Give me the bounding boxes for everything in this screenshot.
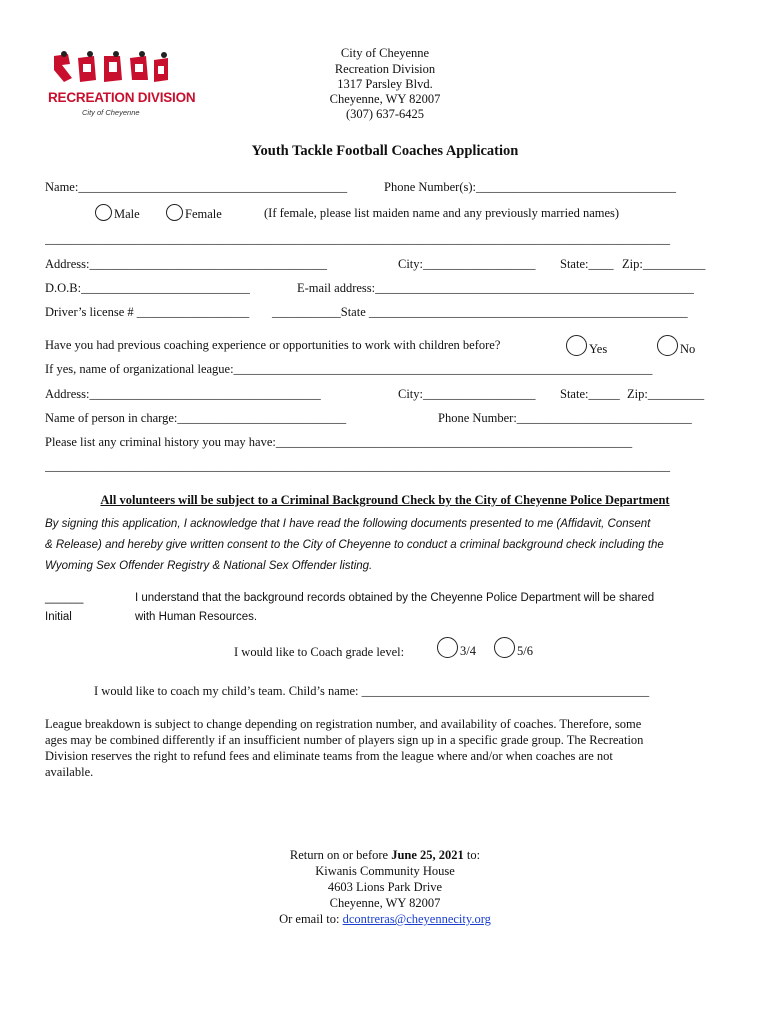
initial-label: Initial: [45, 611, 72, 623]
city-field[interactable]: City:__________________: [398, 257, 536, 271]
consent-line-1: By signing this application, I acknowledge that I have read the following documents presented to me (Affidavit, Consent: [45, 518, 651, 530]
initial-text-1: I understand that the background records obtained by the Cheyenne Police Department will be shared: [135, 592, 655, 604]
league-breakdown-line-4: available.: [45, 765, 94, 779]
female-radio[interactable]: [166, 204, 183, 221]
logo-title: RECREATION DIVISION: [48, 90, 196, 105]
return-prefix: Return on or before: [289, 848, 392, 862]
name-field[interactable]: Name:___________________________________________: [45, 180, 348, 194]
return-city: Cheyenne, WY 82007: [329, 896, 441, 910]
return-email-line: [0, 912, 770, 927]
return-deadline: [0, 848, 770, 863]
grade-3-4-label: 3/4: [460, 644, 476, 658]
grade-option-5-6[interactable]: [494, 637, 533, 659]
consent-line-2: & Release) and hereby give written consent to the City of Cheyenne to conduct a criminal background check including the: [45, 539, 664, 551]
male-option[interactable]: [95, 204, 140, 222]
license-state-field[interactable]: ___________State ___________________________________________________: [272, 305, 688, 319]
grade-level-label: I would like to Coach grade level:: [234, 645, 405, 659]
league-breakdown-line-2: ages may be combined differently if an insufficient number of players sign up in a specific grade group. The Recreation: [45, 733, 644, 747]
header-line-2: Recreation Division: [334, 62, 436, 76]
no-radio[interactable]: [657, 335, 678, 356]
logo-subtitle: City of Cheyenne: [82, 108, 140, 117]
background-check-notice: All volunteers will be subject to a Criminal Background Check by the City of Cheyenne Police Department: [100, 493, 670, 507]
initial-blank[interactable]: ______: [45, 592, 84, 604]
email-prefix: Or email to:: [279, 912, 343, 926]
child-name-field[interactable]: I would like to coach my child’s team. Child’s name: ______________________________________________: [94, 684, 650, 698]
league-breakdown-line-1: League breakdown is subject to change depending on registration number, and availability of coaches. Therefore, some: [45, 717, 642, 731]
criminal-history-field[interactable]: Please list any criminal history you may have:_________________________________________________________: [45, 435, 633, 449]
grade-5-6-label: 5/6: [517, 644, 533, 658]
initial-text-2: with Human Resources.: [135, 611, 258, 623]
person-in-charge-field[interactable]: Name of person in charge:___________________________: [45, 411, 347, 425]
drivers-license-field[interactable]: Driver’s license # __________________: [45, 305, 250, 319]
dob-field[interactable]: D.O.B:___________________________: [45, 281, 250, 295]
address-field[interactable]: Address:______________________________________: [45, 257, 327, 271]
email-link[interactable]: dcontreras@cheyennecity.org: [342, 912, 491, 926]
return-date: June 25, 2021: [391, 848, 464, 862]
league-address-field[interactable]: Address:_____________________________________: [45, 387, 321, 401]
league-zip-field[interactable]: Zip:_________: [627, 387, 705, 401]
return-street: 4603 Lions Park Drive: [327, 880, 443, 894]
yes-option[interactable]: [566, 335, 607, 357]
return-suffix: to:: [463, 848, 481, 862]
league-city-field[interactable]: City:__________________: [398, 387, 536, 401]
header-line-4: Cheyenne, WY 82007: [329, 92, 441, 106]
state-field[interactable]: State:____: [560, 257, 614, 271]
male-radio[interactable]: [95, 204, 112, 221]
criminal-history-line[interactable]: ____________________________________________________________________________________________________: [45, 459, 670, 473]
zip-field[interactable]: Zip:__________: [622, 257, 706, 271]
header-line-1: City of Cheyenne: [340, 46, 430, 60]
grade-5-6-radio[interactable]: [494, 637, 515, 658]
person-phone-field[interactable]: Phone Number:____________________________: [438, 411, 692, 425]
form-title: Youth Tackle Football Coaches Application: [251, 143, 519, 159]
email-field[interactable]: E-mail address:___________________________________________________: [297, 281, 694, 295]
coaching-question: Have you had previous coaching experience or opportunities to work with children before?: [45, 338, 501, 352]
maiden-name-note: (If female, please list maiden name and any previously married names): [264, 206, 620, 220]
male-label: Male: [114, 207, 140, 221]
grade-option-3-4[interactable]: [437, 637, 476, 659]
no-label: No: [680, 342, 696, 356]
yes-label: Yes: [589, 342, 608, 356]
league-name-field[interactable]: If yes, name of organizational league:___________________________________________________________________: [45, 362, 653, 376]
league-state-field[interactable]: State:_____: [560, 387, 620, 401]
league-breakdown-line-3: Division reserves the right to refund fees and eliminate teams from the league where and/or when coaches are not: [45, 749, 613, 763]
yes-radio[interactable]: [566, 335, 587, 356]
header-line-3: 1317 Parsley Blvd.: [337, 77, 433, 91]
maiden-name-line[interactable]: ____________________________________________________________________________________________________: [45, 232, 670, 246]
phone-field[interactable]: Phone Number(s):________________________________: [384, 180, 676, 194]
no-option[interactable]: [657, 335, 695, 357]
consent-line-3: Wyoming Sex Offender Registry & National Sex Offender listing.: [45, 560, 373, 572]
female-option[interactable]: [166, 204, 222, 222]
female-label: Female: [185, 207, 222, 221]
return-place: Kiwanis Community House: [315, 864, 455, 878]
header-line-5: (307) 637-6425: [345, 107, 425, 121]
grade-3-4-radio[interactable]: [437, 637, 458, 658]
